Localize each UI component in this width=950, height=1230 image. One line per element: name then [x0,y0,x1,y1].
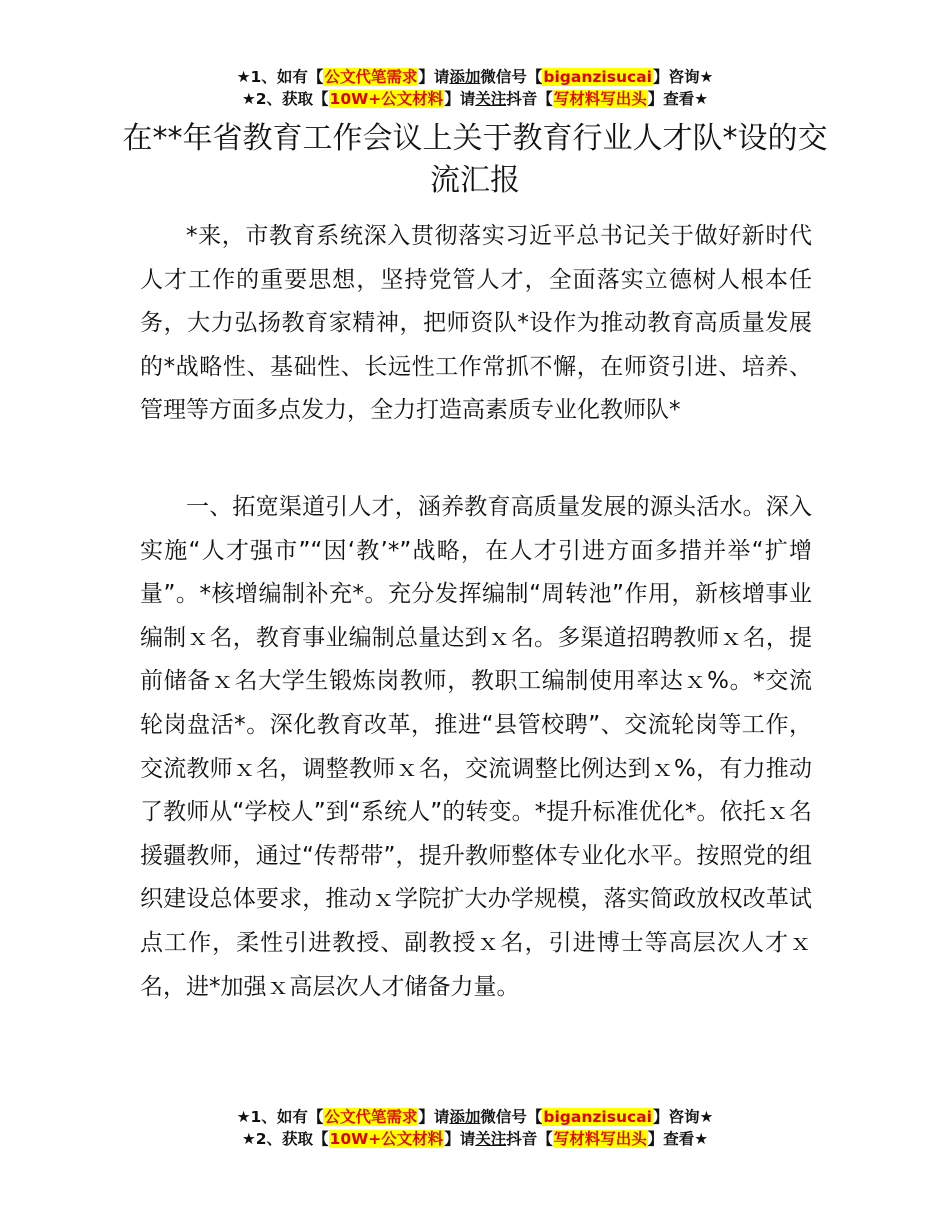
footer-banner [0,1106,950,1150]
banner-highlight: biganzisucai [543,1108,652,1126]
banner-highlight: biganzisucai [543,68,652,86]
banner-text: 】咨询★ [652,68,714,86]
document-title: 在**年省教育工作会议上关于教育行业人才队*设的交流汇报 [122,121,828,198]
banner-text: 】请 [418,68,450,86]
banner-text: 微信号【 [480,1108,543,1126]
banner-text: ★1、如有【 [236,1108,324,1126]
header-banner [0,66,950,110]
banner-underline: 添加 [449,68,481,86]
banner-underline: 关注 [475,90,507,108]
banner-text: 抖音【 [506,90,553,108]
banner-text: 】咨询★ [652,1108,714,1126]
banner-text: ★2、获取【 [241,1130,329,1148]
banner-text: ★1、如有【 [236,68,324,86]
banner-text: 】查看★ [647,90,709,108]
banner-highlight: 写材料写出头 [553,1130,647,1148]
banner-text: 】查看★ [647,1130,709,1148]
banner-highlight: 10W+公文材料 [329,90,444,108]
banner-highlight: 公文代笔需求 [324,1108,418,1126]
banner-highlight: 写材料写出头 [553,90,647,108]
banner-underline: 添加 [449,1108,481,1126]
body-paragraph-2 [140,486,812,1009]
banner-line-1 [0,66,950,88]
banner-text: 微信号【 [480,68,543,86]
banner-highlight: 10W+公文材料 [329,1130,444,1148]
paragraph-text: *来，市教育系统深入贯彻落实习近平总书记关于做好新时代人才工作的重要思想，坚持党管人才，全面落实立德树人根本任务，大力弘扬教育家精神，把师资队*设作为推动教育高质量发展的*战略性、基础性、长远性工作常抓不懈，在师资引进、培养、管理等方面多点发力，全力打造高素质专业化教师队* [140,223,812,424]
banner-underline: 关注 [475,1130,507,1148]
banner-text: 】请 [418,1108,450,1126]
banner-text: 】请 [444,90,476,108]
banner-text: 抖音【 [506,1130,553,1148]
paragraph-text: 一、拓宽渠道引人才，涵养教育高质量发展的源头活水。深入实施“人才强市”“因‘教’*”战略，在人才引进方面多措并举“扩增量”。*核增编制补充*。充分发挥编制“周转池”作用，新核增事业编制ｘ名，教育事业编制总量达到ｘ名。多渠道招聘教师ｘ名，提前储备ｘ名大学生锻炼岗教师，教职工编制使用率达ｘ%。*交流轮岗盘活*。深化教育改革，推进“县管校聘”、交流轮岗等工作，交流教师ｘ名，调整教师ｘ名，交流调整比例达到ｘ%，有力推动了教师从“学校人”到“系统人”的转变。*提升标准优化*。依托ｘ名援疆教师，通过“传帮带”，提升教师整体专业化水平。按照党的组织建设总体要求，推动ｘ学院扩大办学规模，落实简政放权改革试点工作，柔性引进教授、副教授ｘ名，引进博士等高层次人才ｘ名，进*加强ｘ高层次人才储备力量。 [140,494,813,1000]
banner-line-1 [0,1106,950,1128]
banner-text: ★2、获取【 [241,90,329,108]
banner-text: 】请 [444,1130,476,1148]
body-paragraph-1 [140,215,812,433]
banner-line-2 [0,88,950,110]
banner-line-2 [0,1128,950,1150]
banner-highlight: 公文代笔需求 [324,68,418,86]
